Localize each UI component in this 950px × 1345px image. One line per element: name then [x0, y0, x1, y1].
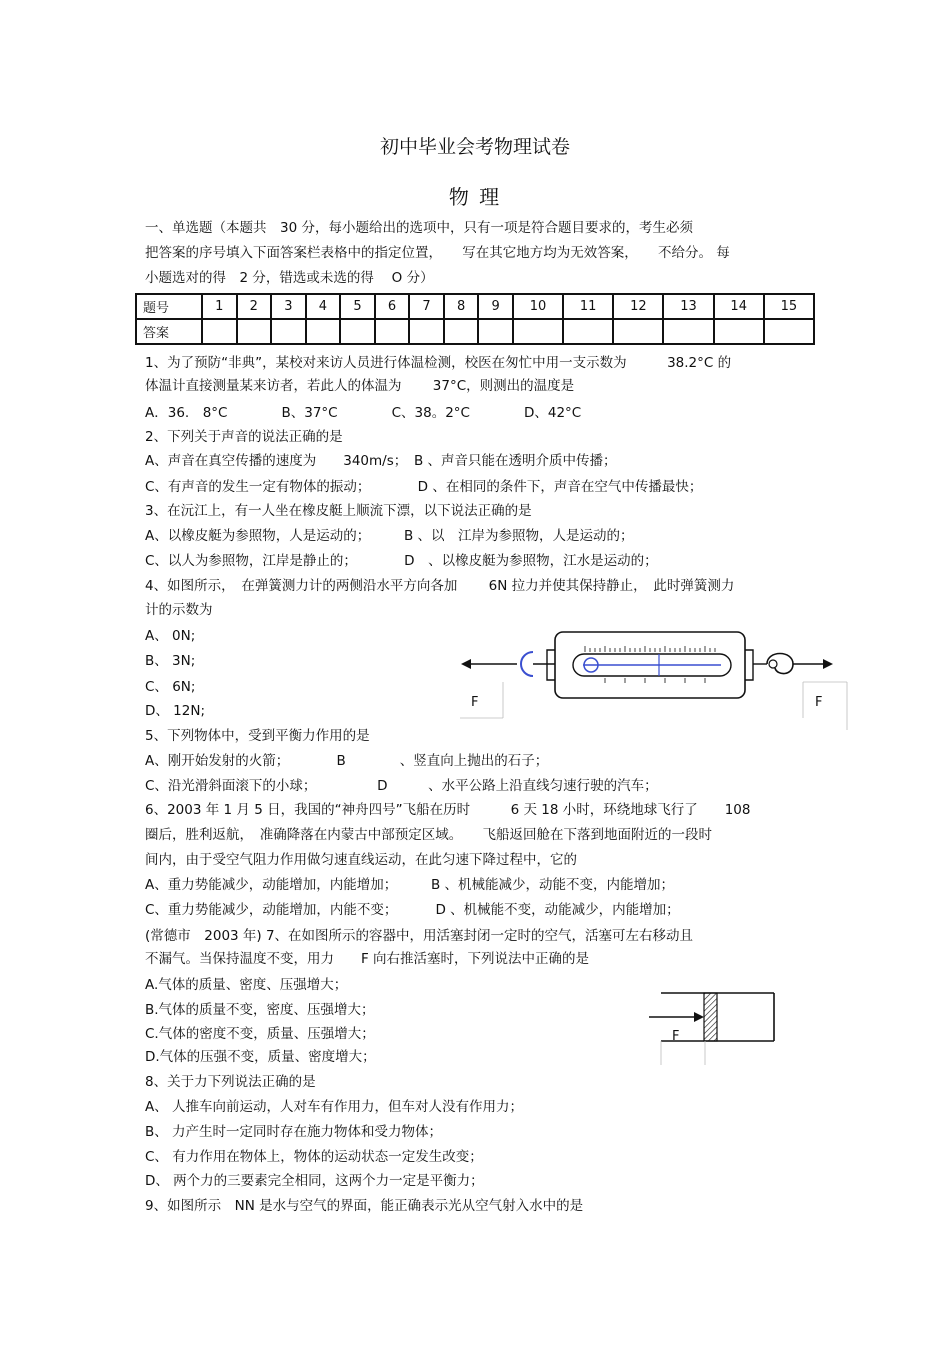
question-6-line-2: 圈后，胜利返航， 准确降落在内蒙古中部预定区域。 飞船返回舱在下落到地面附近的一段时 — [145, 827, 712, 843]
question-3-stem: 3、在沅江上，有一人坐在橡皮艇上顺流下漂，以下说法正确的是 — [145, 503, 532, 519]
question-6-line-3: 间内，由于受空气阻力作用做匀速直线运动，在此匀速下降过程中，它的 — [145, 852, 577, 868]
answer-cell[interactable] — [513, 319, 563, 344]
question-number-cell: 13 — [663, 294, 713, 319]
section-intro-line-3: 小题选对的得 2 分，错选或未选的得 O 分） — [145, 270, 434, 286]
question-4-option-c: C、 6N; — [145, 679, 196, 695]
answer-cell[interactable] — [409, 319, 444, 344]
question-7-line-1: (常德市 2003 年) 7、在如图所示的容器中，用活塞封闭一定时的空气，活塞可左右移动且 — [145, 928, 694, 944]
section-intro-line-1: 一、单选题（本题共 30 分，每小题给出的选项中，只有一项是符合题目要求的，考生必须 — [145, 220, 693, 236]
question-number-cell: 15 — [764, 294, 814, 319]
question-number-cell: 14 — [714, 294, 764, 319]
question-4-option-b: B、 3N; — [145, 653, 196, 669]
question-7-option-b: B.气体的质量不变，密度、压强增大； — [145, 1002, 375, 1018]
question-number-cell: 5 — [340, 294, 375, 319]
answer-cell[interactable] — [478, 319, 513, 344]
question-number-cell: 1 — [202, 294, 237, 319]
page-subtitle: 物 理 — [448, 185, 502, 209]
question-6-option-ab: A、重力势能减少，动能增加，内能增加； B 、机械能减少，动能不变，内能增加； — [145, 877, 675, 893]
answer-cell[interactable] — [613, 319, 663, 344]
question-7-option-c: C.气体的密度不变，质量、压强增大； — [145, 1026, 375, 1042]
question-6-line-1: 6、2003 年 1 月 5 日，我国的“神舟四号”飞船在历时 6 天 18 小时，环绕地球飞行了 108 — [145, 802, 751, 818]
question-9-stem: 9、如图所示 NN 是水与空气的界面，能正确表示光从空气射入水中的是 — [145, 1198, 584, 1214]
question-4-line-1: 4、如图所示， 在弹簧测力计的两侧沿水平方向各加 6N 拉力并使其保持静止， 此时弹簧测力 — [145, 578, 735, 594]
question-4-option-d: D、 12N; — [145, 703, 206, 719]
answer-table — [135, 293, 815, 345]
question-8-option-b: B、 力产生时一定同时存在施力物体和受力物体； — [145, 1124, 443, 1140]
answer-table-answer-label: 答案 — [136, 319, 202, 344]
answer-cell[interactable] — [764, 319, 814, 344]
question-8-stem: 8、关于力下列说法正确的是 — [145, 1074, 316, 1090]
answer-cell[interactable] — [444, 319, 479, 344]
question-2-option-cd: C、有声音的发生一定有物体的振动； D 、在相同的条件下，声音在空气中传播最快； — [145, 479, 703, 495]
answer-cell[interactable] — [375, 319, 410, 344]
question-5-option-cd: C、沿光滑斜面滚下的小球； D 、水平公路上沿直线匀速行驶的汽车； — [145, 778, 658, 794]
question-4-line-2: 计的示数为 — [145, 602, 213, 618]
answer-cell[interactable] — [714, 319, 764, 344]
answer-cell[interactable] — [237, 319, 272, 344]
question-2-option-ab: A、声音在真空传播的速度为 340m/s； B 、声音只能在透明介质中传播； — [145, 453, 617, 469]
question-3-option-ab: A、以橡皮艇为参照物，人是运动的； B 、以 江岸为参照物，人是运动的； — [145, 528, 634, 544]
question-5-option-ab: A、刚开始发射的火箭； B 、竖直向上抛出的石子； — [145, 753, 549, 769]
question-7-line-2: 不漏气。当保持温度不变，用力 F 向右推活塞时，下列说法中正确的是 — [145, 951, 590, 967]
question-number-cell: 6 — [375, 294, 410, 319]
answer-table-number-label: 题号 — [136, 294, 202, 319]
question-1-line-1: 1、为了预防“非典”，某校对来访人员进行体温检测，校医在匆忙中用一支示数为 38.2°C 的 — [145, 355, 732, 371]
question-number-cell: 3 — [271, 294, 306, 319]
push-force-label: F — [672, 1029, 680, 1044]
question-1-options: A．36. 8°C B、37°C C、38。2°C D、42°C — [145, 405, 582, 421]
question-1-line-2: 体温计直接测量某来访者，若此人的体温为 37°C，则测出的温度是 — [145, 378, 575, 394]
question-number-cell: 9 — [478, 294, 513, 319]
question-number-cell: 11 — [563, 294, 613, 319]
question-4-option-a: A、 0N; — [145, 628, 196, 644]
question-3-option-cd: C、以人为参照物，江岸是静止的； D 、以橡皮艇为参照物，江水是运动的； — [145, 553, 658, 569]
piston-container-figure — [645, 985, 785, 1070]
left-force-label: F — [471, 695, 479, 710]
answer-cell[interactable] — [340, 319, 375, 344]
answer-cell[interactable] — [202, 319, 237, 344]
section-intro-line-2: 把答案的序号填入下面答案栏表格中的指定位置， 写在其它地方均为无效答案， 不给分。 每 — [145, 245, 730, 261]
answer-cell[interactable] — [563, 319, 613, 344]
question-number-cell: 2 — [237, 294, 272, 319]
question-2-stem: 2、下列关于声音的说法正确的是 — [145, 429, 343, 445]
right-force-label: F — [815, 695, 823, 710]
answer-table-answer-row — [136, 319, 814, 344]
question-number-cell: 4 — [306, 294, 341, 319]
question-7-option-d: D.气体的压强不变，质量、密度增大； — [145, 1049, 376, 1065]
question-number-cell: 10 — [513, 294, 563, 319]
answer-cell[interactable] — [271, 319, 306, 344]
question-5-stem: 5、下列物体中，受到平衡力作用的是 — [145, 728, 370, 744]
question-7-option-a: A.气体的质量、密度、压强增大； — [145, 977, 348, 993]
page-title: 初中毕业会考物理试卷 — [379, 136, 570, 158]
question-8-option-a: A、 人推车向前运动，人对车有作用力，但车对人没有作用力； — [145, 1099, 524, 1115]
answer-cell[interactable] — [663, 319, 713, 344]
question-number-cell: 7 — [409, 294, 444, 319]
question-number-cell: 8 — [444, 294, 479, 319]
answer-cell[interactable] — [306, 319, 341, 344]
spring-scale-figure — [455, 620, 855, 735]
question-8-option-c: C、 有力作用在物体上，物体的运动状态一定发生改变； — [145, 1149, 483, 1165]
question-6-option-cd: C、重力势能减少，动能增加，内能不变； D 、机械能不变，动能减少，内能增加； — [145, 902, 680, 918]
answer-table-number-row — [136, 294, 814, 319]
question-number-cell: 12 — [613, 294, 663, 319]
question-8-option-d: D、 两个力的三要素完全相同，这两个力一定是平衡力； — [145, 1173, 484, 1189]
